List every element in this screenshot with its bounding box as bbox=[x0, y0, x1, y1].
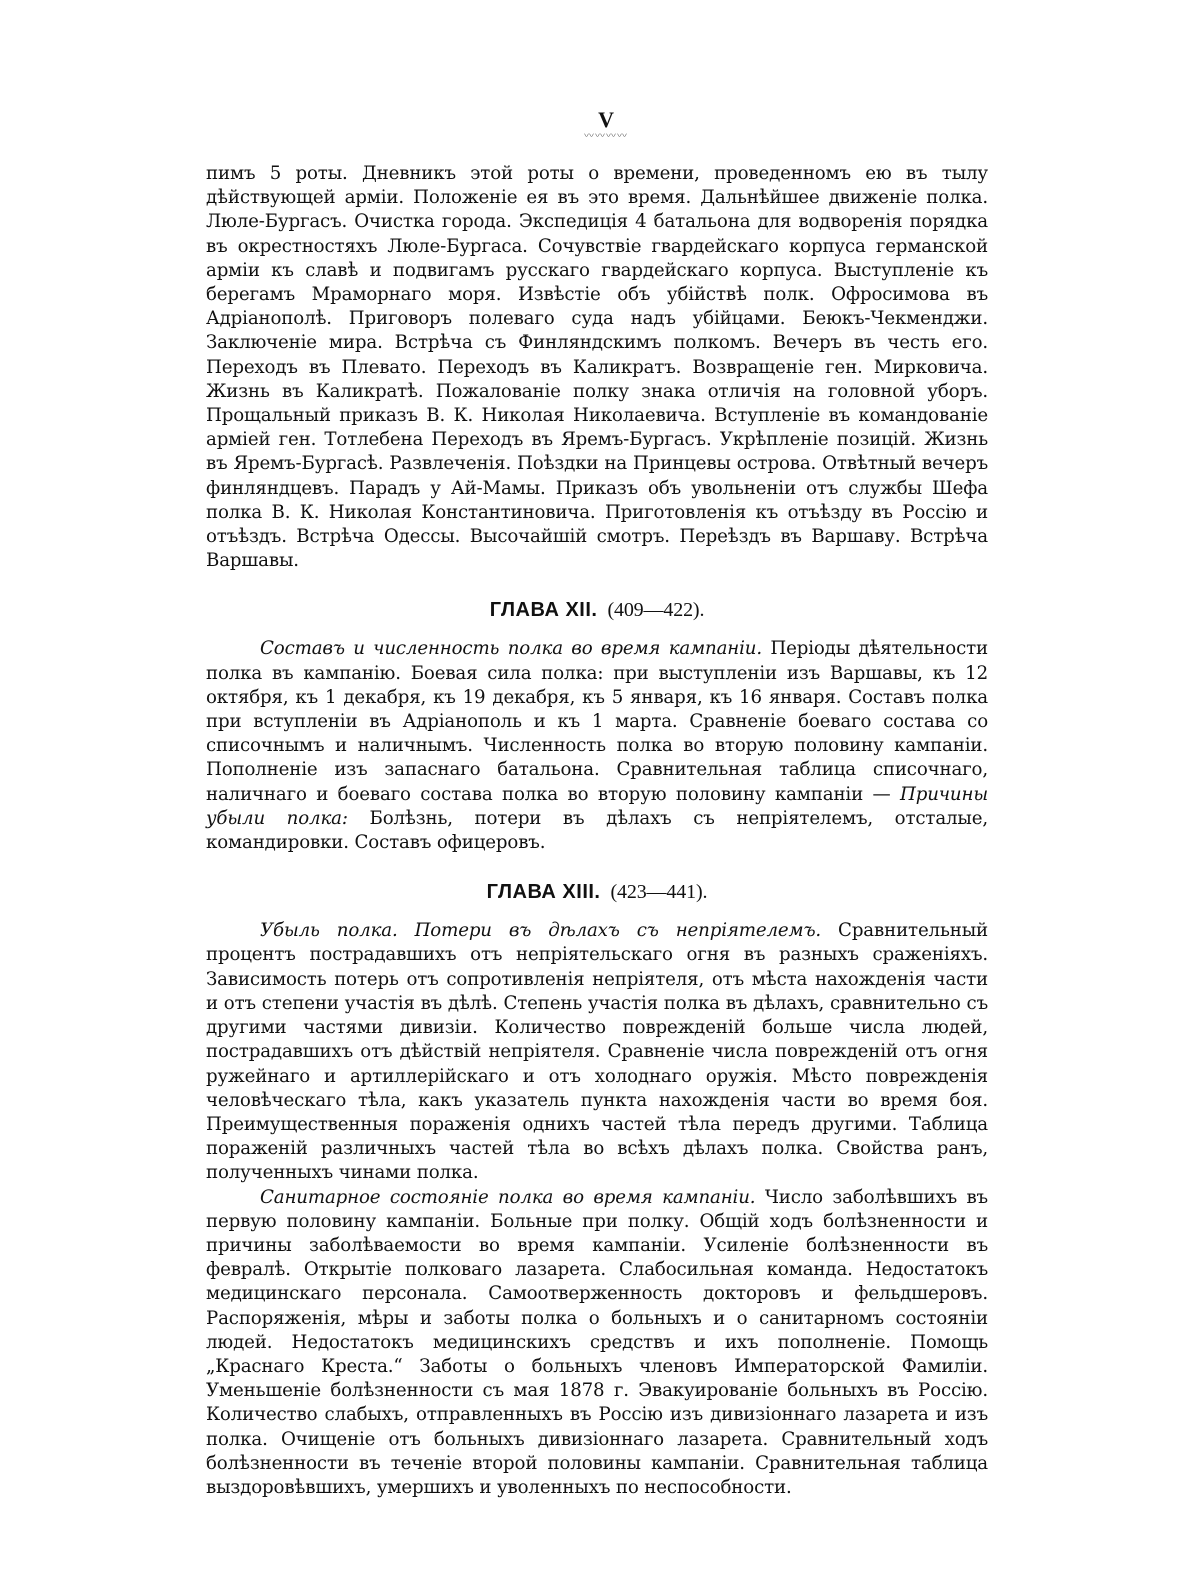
chapter-13-summary-losses bbox=[206, 919, 988, 1185]
chapter-12-summary bbox=[206, 637, 988, 855]
chapter-13-text-2: Число заболѣвшихъ въ первую половину кампаніи. Больные при полку. Общій ходъ болѣзненности и причины заболѣваемости во время кампаніи. Усиленіе болѣзненности въ февралѣ. Открытіе полковаго лазарета. Слабосильная команда. Недостатокъ медицинскаго персонала. Самоотверженность докторовъ и фельдшеровъ. Распоряженія, мѣры и заботы полка о больныхъ и о санитарномъ состояніи людей. Недостатокъ медицинскихъ средствъ и ихъ пополненіе. Помощь „Краснаго Креста.“ Заботы о больныхъ членовъ Императорской Фамиліи. Уменьшеніе болѣзненности съ мая 1878 г. Эвакуированіе больныхъ въ Россію. Количество слабыхъ, отправленныхъ въ Россію изъ дивизіоннаго лазарета и изъ полка. Очищеніе отъ больныхъ дивизіоннаго лазарета. Сравнительный ходъ болѣзненности въ теченіе второй половины кампаніи. Сравнительная таблица выздоровѣвшихъ, умершихъ и уволенныхъ по неспособности. bbox=[206, 1186, 988, 1498]
chapter-12-heading bbox=[206, 597, 988, 623]
chapter-12-pages: (409—422). bbox=[607, 599, 705, 622]
chapter-12-text-2: Болѣзнь, потери въ дѣлахъ съ непріятелемъ, отсталые, командировки. Составъ офицеровъ. bbox=[206, 807, 988, 854]
chapter-12-text-1: Періоды дѣятельности полка въ кампанію. Боевая сила полка: при выступленіи изъ Варшавы, къ 12 октября, къ 1 декабря, къ 19 декабря, къ 5 января, къ 16 января. Составъ полка при вступленіи въ Адріанополь и къ 1 марта. Сравненіе боеваго состава со списочнымъ и наличнымъ. Численность полка во вторую половину кампаніи. Пополненіе изъ запаснаго батальона. Сравнительная таблица списочнаго, наличнаго и боеваго состава полка во вторую половину кампаніи — bbox=[206, 638, 988, 805]
chapter-13-topic-italic: Убыль полка. Потери въ дѣлахъ съ непріятелемъ. bbox=[260, 920, 822, 942]
chapter-12-topic-italic: Составъ и численность полка во время кампаніи. bbox=[260, 638, 762, 660]
chapter-13-pages: (423—441). bbox=[610, 881, 708, 904]
chapter-13-label: ГЛАВА XIII. bbox=[486, 881, 601, 904]
chapter-11-continuation: пимъ 5 роты. Дневникъ этой роты о времени, проведенномъ ею въ тылу дѣйствующей арміи. Положеніе ея въ это время. Дальнѣйшее движеніе полка. Люле-Бургасъ. Очистка города. Экспедиція 4 батальона для водворенія порядка въ окрестностяхъ Люле-Бургаса. Сочувствіе гвардейскаго корпуса германской арміи къ славѣ и подвигамъ русскаго гвардейскаго корпуса. Выступленіе къ берегамъ Мраморнаго моря. Извѣстіе объ убійствѣ полк. Офросимова въ Адріанополѣ. Приговоръ полеваго суда надъ убійцами. Беюкъ-Чекменджи. Заключеніе мира. Встрѣча съ Финляндскимъ полкомъ. Вечеръ въ честь его. Переходъ въ Плевато. Переходъ въ Каликратъ. Возвращеніе ген. Мирковича. Жизнь въ Каликратѣ. Пожалованіе полку знака отличія на головной уборъ. Прощальный приказъ В. К. Николая Николаевича. Вступленіе въ командованіе арміей ген. Тотлебена Переходъ въ Яремъ-Бургасъ. Укрѣпленіе позицій. Жизнь въ Яремъ-Бургасѣ. Развлеченія. Поѣздки на Принцевы острова. Отвѣтный вечеръ финляндцевъ. Парадъ у Ай-Мамы. Приказъ объ увольненіи отъ службы Шефа полка В. К. Николая Константиновича. Приготовленія къ отъѣзду въ Россію и отъѣздъ. Встрѣча Одессы. Высочайшій смотръ. Переѣздъ въ Варшаву. Встрѣча Варшавы. bbox=[206, 163, 988, 572]
document-page bbox=[206, 108, 988, 1500]
chapter-13-summary-sanitary bbox=[206, 1186, 988, 1501]
page-number: V bbox=[598, 107, 614, 132]
page-number-ornament: 〰〰〰〰 bbox=[584, 131, 628, 142]
chapter-13-topic-italic-2: Санитарное состояніе полка во время кампаніи. bbox=[260, 1186, 756, 1208]
chapter-13-heading bbox=[206, 879, 988, 905]
chapter-13-text-1: Сравнительный процентъ пострадавшихъ отъ непріятельскаго огня въ разныхъ сраженіяхъ. Зависимость потерь отъ сопротивленія непріятеля, отъ мѣста нахожденія части и отъ степени участія въ дѣлѣ. Степень участія полка въ дѣлахъ, сравнительно съ другими частями дивизіи. Количество поврежденій больше числа людей, пострадавшихъ отъ дѣйствій непріятеля. Сравненіе числа поврежденій отъ огня ружейнаго и артиллерійскаго и отъ холоднаго оружія. Мѣсто поврежденія человѣческаго тѣла, какъ указатель пункта нахожденія части во время боя. Преимущественныя пораженія однихъ частей тѣла передъ другими. Таблица пораженій различныхъ частей тѣла во всѣхъ дѣлахъ полка. Свойства ранъ, полученныхъ чинами полка. bbox=[206, 920, 988, 1184]
chapter-12-label: ГЛАВА XII. bbox=[489, 599, 598, 622]
chapter-12-topic-italic-2: Причины убыли полка: bbox=[206, 783, 988, 829]
